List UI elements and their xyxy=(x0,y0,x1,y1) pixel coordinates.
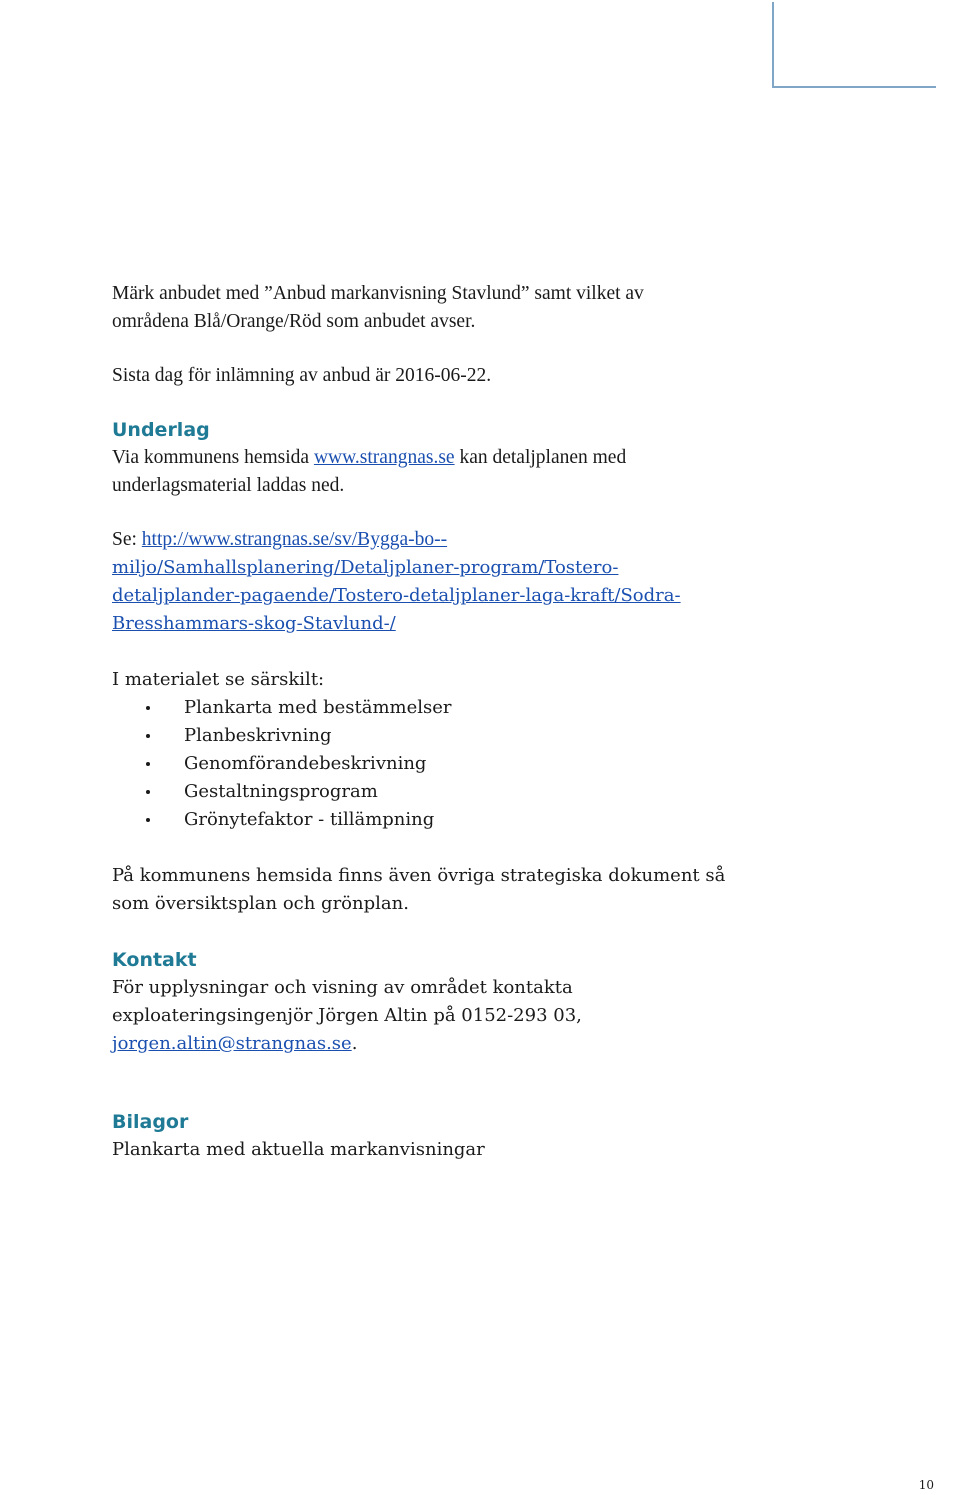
kontakt-line-2: exploateringsingenjör Jörgen Altin på 0152-293 03, xyxy=(112,1005,582,1026)
page-number: 10 xyxy=(918,1478,934,1492)
other-docs-line-1: På kommunens hemsida finns även övriga strategiska dokument så xyxy=(112,865,726,886)
corner-decoration xyxy=(772,2,936,88)
heading-bilagor: Bilagor xyxy=(112,1111,189,1133)
intro-line-1: Märk anbudet med ”Anbud markanvisning Stavlund” samt vilket av xyxy=(112,283,644,304)
se-label: Se: xyxy=(112,529,142,550)
detail-plan-link-part-3[interactable]: detaljplander-pagaende/Tostero-detaljplaner-laga-kraft/Sodra- xyxy=(112,585,681,606)
url-line-2 xyxy=(112,554,832,582)
underlag-line-2: underlagsmaterial laddas ned. xyxy=(112,475,345,496)
list-item: Planbeskrivning xyxy=(184,722,832,750)
bilagor-line-1: Plankarta med aktuella markanvisningar xyxy=(112,1139,485,1160)
underlag-text-before: Via kommunens hemsida xyxy=(112,447,314,468)
email-link[interactable]: jorgen.altin@strangnas.se xyxy=(112,1033,352,1054)
underlag-line-1 xyxy=(112,444,832,472)
kontakt-line-1: För upplysningar och visning av området kontakta xyxy=(112,977,573,998)
list-item: Genomförandebeskrivning xyxy=(184,750,832,778)
detail-plan-link-part-4[interactable]: Bresshammars-skog-Stavlund-/ xyxy=(112,613,396,634)
url-line-3 xyxy=(112,582,832,610)
url-line-1 xyxy=(112,526,832,554)
list-item: Plankarta med bestämmelser xyxy=(184,694,832,722)
intro-line-2: områdena Blå/Orange/Röd som anbudet avser. xyxy=(112,311,476,332)
list-item: Gestaltningsprogram xyxy=(184,778,832,806)
kontakt-email-line xyxy=(112,1030,832,1058)
list-item: Grönytefaktor - tillämpning xyxy=(184,806,832,834)
detail-plan-link-part-1[interactable]: http://www.strangnas.se/sv/Bygga-bo-- xyxy=(141,529,448,550)
site-link[interactable]: www.strangnas.se xyxy=(313,447,455,468)
document-body xyxy=(112,280,832,1164)
deadline-text: Sista dag för inlämning av anbud är 2016-06-22. xyxy=(112,365,492,386)
material-list xyxy=(112,694,832,834)
material-intro: I materialet se särskilt: xyxy=(112,669,325,690)
url-line-4 xyxy=(112,610,832,638)
underlag-text-after: kan detaljplanen med xyxy=(454,447,627,468)
other-docs-line-2: som översiktsplan och grönplan. xyxy=(112,893,409,914)
detail-plan-link-part-2[interactable]: miljo/Samhallsplanering/Detaljplaner-program/Tostero- xyxy=(112,557,619,578)
heading-underlag: Underlag xyxy=(112,419,210,441)
heading-kontakt: Kontakt xyxy=(112,949,197,971)
email-suffix: . xyxy=(351,1033,358,1054)
